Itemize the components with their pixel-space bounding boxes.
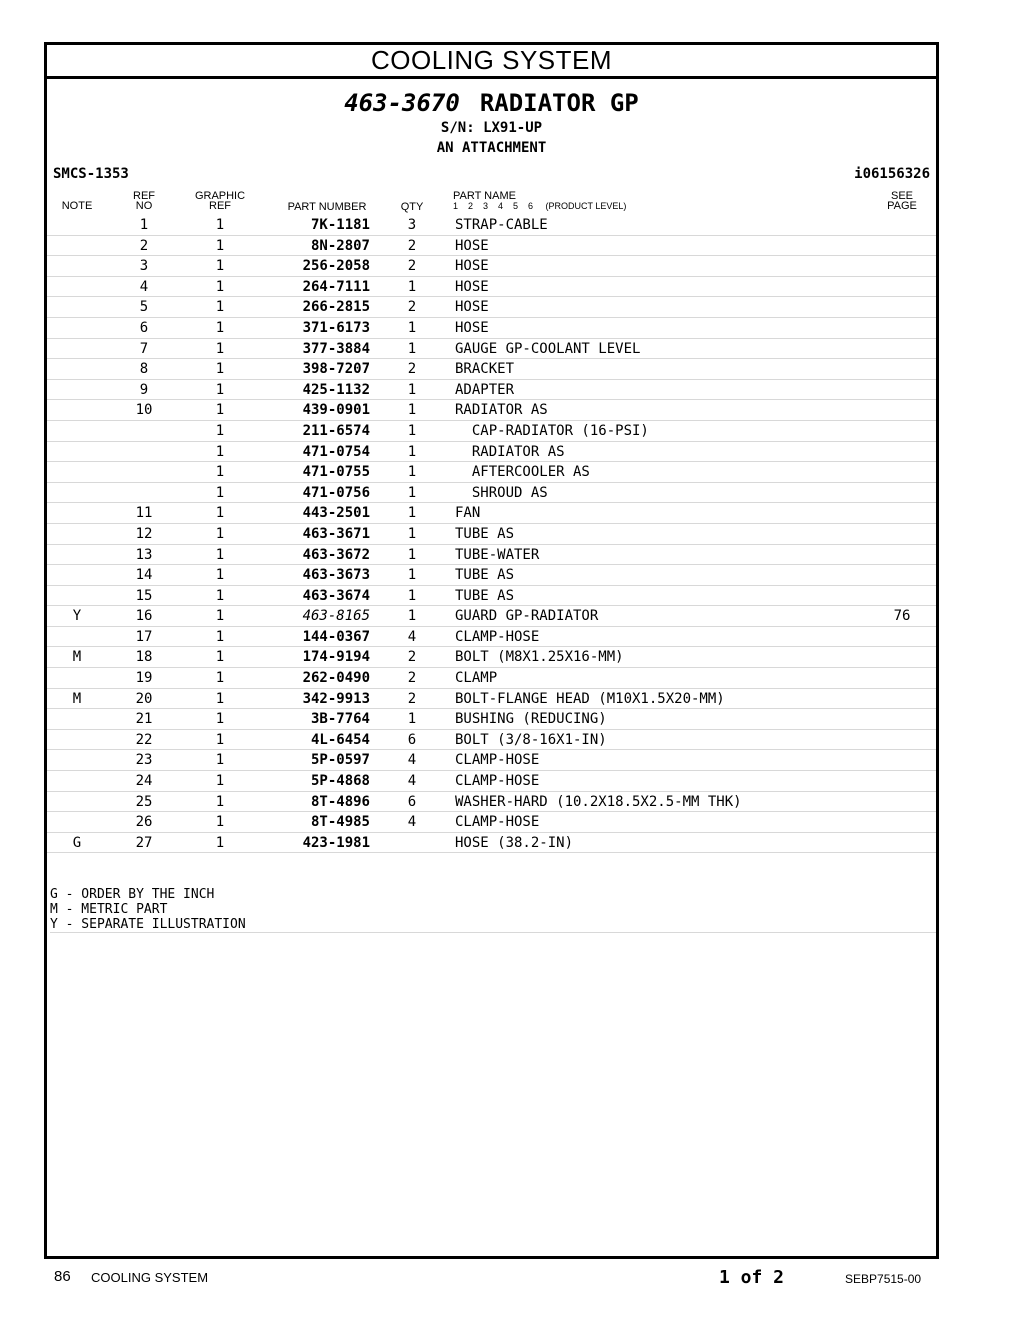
- graphic-ref-cell: 1: [215, 258, 225, 275]
- table-row: [47, 730, 936, 751]
- part-number-cell: 377-3884: [302, 340, 370, 357]
- part-name-cell: AFTERCOOLER AS: [455, 464, 590, 481]
- ref-no-cell: 15: [135, 587, 153, 604]
- part-name-cell: CLAMP: [455, 670, 498, 687]
- table-row: [47, 750, 936, 771]
- ref-no-cell: 3: [139, 258, 149, 275]
- part-name-cell: RADIATOR AS: [455, 443, 565, 460]
- part-number-cell: 471-0754: [302, 443, 370, 460]
- ref-no-cell: 13: [135, 546, 153, 563]
- ref-no-cell: 8: [139, 361, 149, 378]
- table-row: [47, 215, 936, 236]
- qty-cell: 1: [407, 443, 417, 460]
- group-part-name: RADIATOR GP: [479, 89, 639, 117]
- ref-no-cell: 18: [135, 649, 153, 666]
- graphic-ref-cell: 1: [215, 237, 225, 254]
- col-graphic-line2: REF: [209, 200, 231, 212]
- ref-no-cell: 19: [135, 670, 153, 687]
- section-title: COOLING SYSTEM: [47, 45, 936, 79]
- part-number-cell: 8T-4985: [310, 814, 370, 831]
- graphic-ref-cell: 1: [215, 690, 225, 707]
- qty-cell: 6: [407, 731, 417, 748]
- graphic-ref-cell: 1: [215, 731, 225, 748]
- part-name-cell: HOSE: [455, 278, 489, 295]
- ref-no-cell: 23: [135, 752, 153, 769]
- table-row: [47, 400, 936, 421]
- ref-no-cell: 5: [139, 299, 149, 316]
- graphic-ref-cell: 1: [215, 443, 225, 460]
- qty-cell: 4: [407, 752, 417, 769]
- page-of: 1 of 2: [719, 1267, 785, 1288]
- part-name-cell: HOSE: [455, 258, 489, 275]
- qty-cell: 4: [407, 628, 417, 645]
- part-name-cell: TUBE AS: [455, 525, 515, 542]
- graphic-ref-cell: 1: [215, 814, 225, 831]
- part-number-cell: 266-2815: [302, 299, 370, 316]
- graphic-ref-cell: 1: [215, 525, 225, 542]
- graphic-ref-cell: 1: [215, 278, 225, 295]
- table-row: [47, 606, 936, 627]
- table-row: [47, 792, 936, 813]
- col-ref-line2: NO: [135, 200, 153, 212]
- part-number-cell: 371-6173: [302, 319, 370, 336]
- illustration-id: i06156326: [854, 166, 930, 182]
- attachment-label: AN ATTACHMENT: [436, 140, 547, 156]
- table-row: [47, 668, 936, 689]
- ref-no-cell: 17: [135, 628, 153, 645]
- qty-cell: 2: [407, 299, 417, 316]
- part-number-cell: 5P-4868: [310, 773, 370, 790]
- ref-no-cell: 14: [135, 567, 153, 584]
- ref-no-cell: 16: [135, 608, 153, 625]
- graphic-ref-cell: 1: [215, 217, 225, 233]
- parts-page-frame: [44, 42, 939, 1259]
- qty-cell: 1: [407, 711, 417, 728]
- table-row: [47, 833, 936, 854]
- part-number-cell: 4L-6454: [310, 731, 370, 748]
- group-part-number: 463-3670: [344, 89, 460, 117]
- part-name-cell: RADIATOR AS: [455, 402, 548, 419]
- graphic-ref-cell: 1: [215, 299, 225, 316]
- graphic-ref-cell: 1: [215, 628, 225, 645]
- notes-legend: [50, 887, 936, 933]
- qty-cell: 1: [407, 319, 417, 336]
- graphic-ref-cell: 1: [215, 340, 225, 357]
- qty-cell: 2: [407, 258, 417, 275]
- part-name-cell: BOLT-FLANGE HEAD (M10X1.5X20-MM): [455, 690, 725, 707]
- col-graphic-line1: GRAPHIC: [194, 190, 246, 202]
- graphic-ref-cell: 1: [215, 546, 225, 563]
- table-row: [47, 627, 936, 648]
- qty-cell: 1: [407, 381, 417, 398]
- part-name-cell: HOSE (38.2-IN): [455, 834, 574, 851]
- part-name-cell: HOSE: [455, 319, 489, 336]
- qty-cell: 4: [407, 773, 417, 790]
- col-see-line2: PAGE: [887, 200, 917, 212]
- part-number-cell: 342-9913: [302, 690, 370, 707]
- qty-cell: 1: [407, 587, 417, 604]
- part-number-cell: 463-3671: [302, 525, 370, 542]
- part-number-cell: 174-9194: [302, 649, 370, 666]
- note-legend-item: Y - SEPARATE ILLUSTRATION: [50, 917, 246, 932]
- table-row: [47, 297, 936, 318]
- graphic-ref-cell: 1: [215, 752, 225, 769]
- part-name-cell: ADAPTER: [455, 381, 515, 398]
- graphic-ref-cell: 1: [215, 381, 225, 398]
- graphic-ref-cell: 1: [215, 834, 225, 851]
- part-name-cell: BOLT (M8X1.25X16-MM): [455, 649, 624, 666]
- table-row: [47, 586, 936, 607]
- serial-number: S/N: LX91-UP: [440, 120, 543, 136]
- col-part-name: PART NAME: [453, 190, 516, 202]
- ref-no-cell: 12: [135, 525, 153, 542]
- note-cell: M: [72, 690, 82, 707]
- graphic-ref-cell: 1: [215, 464, 225, 481]
- table-row: [47, 812, 936, 833]
- note-cell: Y: [72, 608, 82, 625]
- ref-no-cell: 4: [139, 278, 149, 295]
- part-number-cell: 471-0756: [302, 484, 370, 501]
- part-number-cell: 443-2501: [302, 505, 370, 522]
- part-number-cell: 211-6574: [302, 422, 370, 439]
- page-number: 86: [54, 1268, 71, 1285]
- note-cell: M: [72, 649, 82, 666]
- part-name-cell: SHROUD AS: [455, 484, 548, 501]
- table-row: [47, 503, 936, 524]
- qty-cell: 1: [407, 422, 417, 439]
- ref-no-cell: 25: [135, 793, 153, 810]
- footer-section: COOLING SYSTEM: [91, 1270, 209, 1285]
- qty-cell: 2: [407, 649, 417, 666]
- graphic-ref-cell: 1: [215, 670, 225, 687]
- part-name-cell: GUARD GP-RADIATOR: [455, 608, 599, 625]
- part-number-cell: 463-3674: [302, 587, 370, 604]
- graphic-ref-cell: 1: [215, 422, 225, 439]
- ref-no-cell: 20: [135, 690, 153, 707]
- part-number-cell: 264-7111: [302, 278, 370, 295]
- part-name-cell: CLAMP-HOSE: [455, 814, 540, 831]
- qty-cell: 1: [407, 340, 417, 357]
- qty-cell: 1: [407, 567, 417, 584]
- smcs-row: [53, 166, 930, 184]
- part-name-cell: BOLT (3/8-16X1-IN): [455, 731, 607, 748]
- col-see-line1: SEE: [890, 190, 913, 202]
- table-row: [47, 359, 936, 380]
- see-page-cell: 76: [893, 608, 911, 625]
- group-title: [47, 88, 936, 118]
- table-row: [47, 421, 936, 442]
- parts-list: [47, 215, 936, 853]
- part-number-cell: 425-1132: [302, 381, 370, 398]
- part-number-cell: 423-1981: [302, 834, 370, 851]
- table-row: [47, 565, 936, 586]
- part-name-cell: HOSE: [455, 237, 489, 254]
- col-part-number: PART NUMBER: [287, 201, 367, 213]
- col-ref-line1: REF: [133, 190, 155, 202]
- part-number-cell: 262-0490: [302, 670, 370, 687]
- smcs-code: SMCS-1353: [53, 166, 129, 182]
- table-row: [47, 545, 936, 566]
- ref-no-cell: 27: [135, 834, 153, 851]
- part-number-cell: 5P-0597: [310, 752, 370, 769]
- graphic-ref-cell: 1: [215, 587, 225, 604]
- table-row: [47, 709, 936, 730]
- part-name-cell: TUBE-WATER: [455, 546, 540, 563]
- table-row: [47, 318, 936, 339]
- table-row: [47, 462, 936, 483]
- part-number-cell: 8N-2807: [310, 237, 370, 254]
- qty-cell: 1: [407, 464, 417, 481]
- graphic-ref-cell: 1: [215, 773, 225, 790]
- qty-cell: 2: [407, 690, 417, 707]
- graphic-ref-cell: 1: [215, 567, 225, 584]
- qty-cell: 4: [407, 814, 417, 831]
- table-row: [47, 277, 936, 298]
- document-id: SEBP7515-00: [845, 1272, 922, 1286]
- table-row: [47, 771, 936, 792]
- ref-no-cell: 6: [139, 319, 149, 336]
- part-name-cell: GAUGE GP-COOLANT LEVEL: [455, 340, 641, 357]
- graphic-ref-cell: 1: [215, 484, 225, 501]
- page-footer: [0, 1262, 1020, 1292]
- qty-cell: 1: [407, 484, 417, 501]
- part-name-cell: WASHER-HARD (10.2X18.5X2.5-MM THK): [455, 793, 742, 810]
- qty-cell: 1: [407, 402, 417, 419]
- table-row: [47, 483, 936, 504]
- ref-no-cell: 10: [135, 402, 153, 419]
- part-name-cell: BUSHING (REDUCING): [455, 711, 607, 728]
- ref-no-cell: 24: [135, 773, 153, 790]
- graphic-ref-cell: 1: [215, 649, 225, 666]
- table-row: [47, 647, 936, 668]
- part-name-cell: BRACKET: [455, 361, 515, 378]
- part-name-cell: TUBE AS: [455, 587, 515, 604]
- qty-cell: 1: [407, 525, 417, 542]
- table-row: [47, 339, 936, 360]
- col-product-level: 1 2 3 4 5 6 (PRODUCT LEVEL): [453, 201, 627, 211]
- qty-cell: 2: [407, 361, 417, 378]
- qty-cell: 2: [407, 670, 417, 687]
- qty-cell: 1: [407, 278, 417, 295]
- graphic-ref-cell: 1: [215, 402, 225, 419]
- qty-cell: 2: [407, 237, 417, 254]
- part-number-cell: 256-2058: [302, 258, 370, 275]
- qty-cell: 6: [407, 793, 417, 810]
- qty-cell: 3: [407, 217, 417, 233]
- ref-no-cell: 7: [139, 340, 149, 357]
- part-number-cell: 463-8165: [302, 608, 370, 625]
- part-number-cell: 8T-4896: [310, 793, 370, 810]
- ref-no-cell: 9: [139, 381, 149, 398]
- group-header: [47, 88, 936, 158]
- note-legend-item: G - ORDER BY THE INCH: [50, 887, 215, 902]
- part-number-cell: 463-3672: [302, 546, 370, 563]
- part-number-cell: 7K-1181: [310, 217, 370, 233]
- qty-cell: 1: [407, 546, 417, 563]
- part-name-cell: STRAP-CABLE: [455, 217, 548, 233]
- part-number-cell: 398-7207: [302, 361, 370, 378]
- part-name-cell: CLAMP-HOSE: [455, 752, 540, 769]
- table-row: [47, 256, 936, 277]
- table-row: [47, 236, 936, 257]
- graphic-ref-cell: 1: [215, 608, 225, 625]
- graphic-ref-cell: 1: [215, 319, 225, 336]
- part-name-cell: CLAMP-HOSE: [455, 628, 540, 645]
- ref-no-cell: 11: [135, 505, 153, 522]
- graphic-ref-cell: 1: [215, 361, 225, 378]
- table-row: [47, 442, 936, 463]
- graphic-ref-cell: 1: [215, 505, 225, 522]
- table-row: [47, 380, 936, 401]
- part-number-cell: 439-0901: [302, 402, 370, 419]
- note-legend-item: M - METRIC PART: [50, 902, 168, 917]
- ref-no-cell: 21: [135, 711, 153, 728]
- part-name-cell: FAN: [455, 505, 481, 522]
- qty-cell: 1: [407, 505, 417, 522]
- part-name-cell: CLAMP-HOSE: [455, 773, 540, 790]
- ref-no-cell: 26: [135, 814, 153, 831]
- col-qty: QTY: [400, 201, 424, 213]
- graphic-ref-cell: 1: [215, 793, 225, 810]
- qty-cell: 1: [407, 608, 417, 625]
- ref-no-cell: 1: [139, 217, 149, 233]
- part-name-cell: CAP-RADIATOR (16-PSI): [455, 422, 649, 439]
- part-number-cell: 3B-7764: [310, 711, 370, 728]
- col-note: NOTE: [61, 200, 93, 212]
- table-row: [47, 524, 936, 545]
- part-name-cell: TUBE AS: [455, 567, 515, 584]
- note-cell: G: [72, 834, 82, 851]
- part-name-cell: HOSE: [455, 299, 489, 316]
- part-number-cell: 144-0367: [302, 628, 370, 645]
- part-number-cell: 463-3673: [302, 567, 370, 584]
- ref-no-cell: 2: [139, 237, 149, 254]
- column-headers: [47, 189, 936, 215]
- graphic-ref-cell: 1: [215, 711, 225, 728]
- part-number-cell: 471-0755: [302, 464, 370, 481]
- ref-no-cell: 22: [135, 731, 153, 748]
- table-row: [47, 689, 936, 710]
